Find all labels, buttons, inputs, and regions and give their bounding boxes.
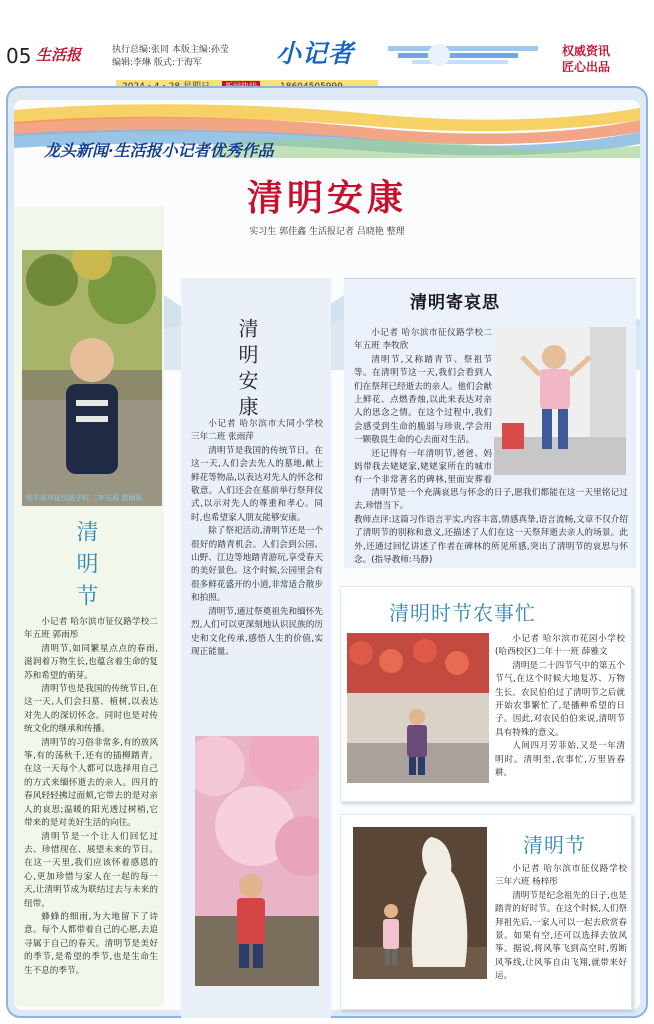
article-title: 清明安康 (235, 318, 259, 422)
byline: 小记者 哈尔滨市征仪路学校二年五班 李牧欣 (354, 328, 492, 352)
article-body (191, 418, 323, 748)
article-body-continued (354, 487, 628, 565)
byline: 小记者 哈尔滨市大同小学校 三年二班 张雨萍 (191, 419, 323, 443)
paragraph: 还记得有一年清明节,爸爸、妈妈带我去姥姥家,姥姥家所在的城市有一个非常著名的碑林,里面安葬着 (354, 448, 492, 486)
teacher-comment: 教师点评:这篇习作语言平实,内容丰富,情感真挚,语言流畅,文章不仅介绍了清明节的别称和意义,还描述了人们在这一天祭拜逝去亲人的场景。此外,还通过回忆讲述了作者在碑林的所见所感,突出了清明节的哀思与怀念。(指导教师:马静) (354, 514, 628, 565)
lantern-photo (347, 633, 489, 783)
newspaper-name: 生活报 (36, 46, 82, 64)
paragraph: 清明节是我国的传统节日。在这一天,人们会去先人的墓地,献上鲜花等物品,以表达对先人的怀念和敬意。人们还会在墓前举行祭拜仪式,以示对先人的尊重和孝心。同时,也希望家人朋友能够安康。 (191, 445, 323, 523)
byline: 小记者 哈尔滨市征仪路学校二年五班 郭雨彤 (24, 617, 158, 641)
paragraph: 清明节,如同繁星点点的春雨,滋润着万物生长,也蕴含着生命的复苏和希望的萌芽。 (24, 643, 158, 681)
paragraph: 清明节是纪念祖先的日子,也是踏青的好时节。在这个时候,人们祭拜祖先后,一家人可以一起去欣赏春景。如果有空,还可以选择去放风筝。据说,将风筝飞到高空时,剪断风筝线,让风筝自由飞翔,就带来好运。 (495, 890, 627, 982)
paragraph: 清明节,通过祭奠祖先和缅怀先烈,人们可以更深刻地认识民族的历史和文化传承,感悟人生的价值,实现正能量。 (191, 606, 323, 657)
paragraph: 除了祭祀活动,清明节还是一个很好的踏青机会。人们会到公园、山野、江边等地踏青游玩,享受春天的美好景色。这个时候,公园里会有很多鲜花盛开的小道,非常适合散步和拍照。 (191, 526, 323, 604)
slogan-line-2: 匠心出品 (562, 60, 611, 74)
article-title: 清明寄哀思 (410, 293, 500, 313)
slogan-line-1: 权威资讯 (562, 44, 611, 58)
article-title: 清明节 (523, 833, 586, 857)
article-jiaisi (344, 278, 636, 568)
editors-line-2: 编辑:李琳 版式:于海军 (112, 58, 202, 68)
page-title: 清明安康 (246, 177, 407, 219)
article-body (495, 633, 625, 793)
credit-line: 实习生 郭佳鑫 生活报记者 吕晓艳 整理 (249, 227, 405, 237)
paragraph: 清明是二十四节气中的第五个节气,在这个时候大地复苏、万物生长。农民伯伯过了清明节之后就开始农事繁忙了,是播种希望的日子。因此,对农民伯伯来说,清明节具有特殊的意义。 (495, 660, 625, 738)
boy-photo (22, 250, 162, 506)
article-body (354, 327, 492, 487)
statue-photo (353, 827, 487, 979)
paragraph: 清明节是一个让人们回忆过去、珍惜现在、展望未来的节日。在这一天里,我们应该怀着感恩的心,更加珍惜与家人在一起的每一天,让清明节成为联结过去与未来的纽带。 (24, 831, 158, 909)
page-number: 05 (6, 44, 32, 68)
girl-photo (494, 327, 626, 475)
masthead (0, 0, 654, 78)
series-title: 龙头新闻·生活报小记者优秀作品 (44, 141, 274, 160)
article-qingmingjie-2 (340, 814, 632, 1010)
paragraph: 人间四月芳菲始,又是一年清明时。清明至,农事忙,万里皆春耕。 (495, 741, 625, 779)
byline: 小记者 哈尔滨市征仪路学校 三年六班 杨梓彤 (495, 864, 627, 888)
photo-caption: 哈尔滨市征仪路学校 二年五班 郭雨彤 (26, 494, 143, 502)
paragraph: 清明节,又称踏青节、祭祖节等。在清明节这一天,我们会看到人们在祭拜已经逝去的亲人。他们会献上鲜花、点燃香烛,以此来表达对亲人的思念之情。在这个过程中,我们会感受到生命的脆弱与珍贵,学会用一颗敬畏生命的心去面对生活。 (354, 354, 492, 446)
paragraph: 清明节是一个充满哀思与怀念的日子,愿我们都能在这一天里铭记过去,珍惜当下。 (354, 488, 628, 512)
article-nongshi (340, 586, 632, 802)
blossom-photo (195, 736, 319, 986)
article-title: 清明时节农事忙 (389, 601, 536, 625)
article-body (24, 616, 158, 1000)
byline: 小记者 哈尔滨市花园小学校(哈西校区)二年十一班 薛雅文 (495, 634, 625, 658)
article-qingmingjie-1 (14, 206, 164, 1006)
article-body (495, 863, 627, 1005)
article-qingming-ankang (181, 278, 331, 1018)
editors-line-1: 执行总编:张同 本版主编:孙莹 (112, 45, 229, 55)
paragraph: 清明节的习俗非常多,有的放风筝,有的荡秋千,还有的插柳踏青。在这一天每个人都可以选择用自己的方式来缅怀逝去的亲人。四月的春风轻轻拂过面颊,它带去的是对亲人的哀思;温暖的阳光透过树梢,它带来的是对美好生活的向往。 (24, 737, 158, 829)
paragraph: 清明节也是我国的传统节日,在这一天,人们会扫墓、植树,以表达对先人的深切怀念。同时也是对传统文化的继承和传播。 (24, 684, 158, 735)
article-title: 清明节 (73, 520, 98, 616)
paragraph: 蜂蜂的细雨,为大地留下了诗意。每个人都带着自己的心愿,去追寻属于自己的春天。清明节是美好的季节,是希望的季节,也是生命生生不息的季节。 (24, 911, 158, 976)
decorative-bars (388, 44, 548, 66)
column-title: 小记者 (276, 39, 355, 68)
